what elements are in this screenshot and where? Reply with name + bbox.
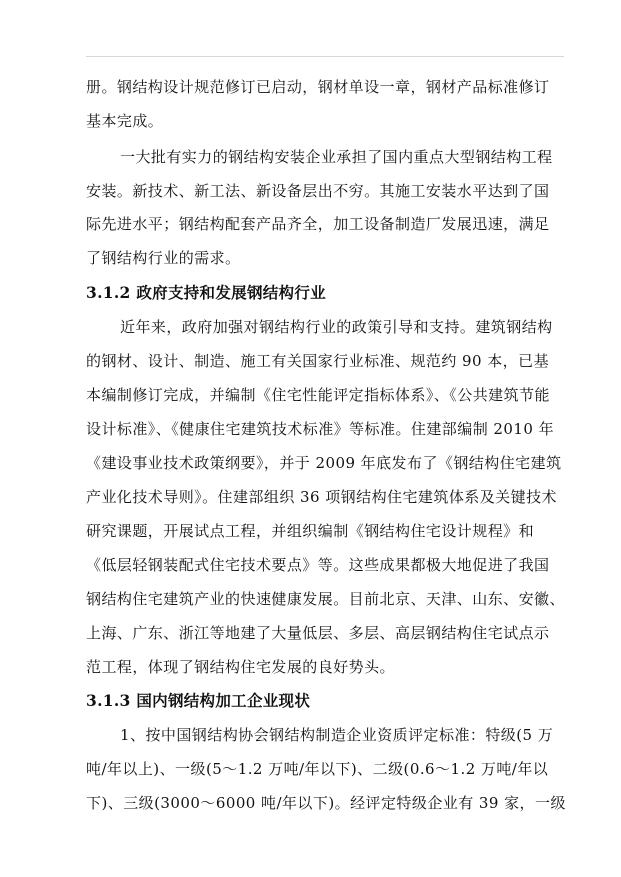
paragraph-line: 册。钢结构设计规范修订已启动，钢材单设一章，钢材产品标准修订 [86, 78, 550, 96]
paragraph-line: 范工程，体现了钢结构住宅发展的良好势头。 [86, 658, 396, 676]
paragraph-line: 研究课题，开展试点工程，并组织编制《钢结构住宅设计规程》和 [86, 522, 535, 540]
paragraph-line: 的钢材、设计、制造、施工有关国家行业标准、规范约 90 本，已基 [86, 352, 550, 370]
paragraph-line: 下)、三级(3000～6000 吨/年以下)。经评定特级企业有 39 家，一级 [86, 794, 566, 812]
section-heading-3-1-3: 3.1.3 国内钢结构加工企业现状 [86, 691, 311, 710]
paragraph-line: 吨/年以上)、一级(5～1.2 万吨/年以下)、二级(0.6～1.2 万吨/年以 [86, 760, 549, 778]
paragraph-line: 钢结构住宅建筑产业的快速健康发展。目前北京、天津、山东、安徽、 [86, 590, 565, 608]
paragraph-line: 一大批有实力的钢结构安装企业承担了国内重点大型钢结构工程 [120, 148, 553, 166]
paragraph-line: 际先进水平；钢结构配套产品齐全，加工设备制造厂发展迅速，满足 [86, 215, 550, 233]
paragraph-line: 《建设事业技术政策纲要》，并于 2009 年底发布了《钢结构住宅建筑 [86, 454, 562, 472]
paragraph-line: 了钢结构行业的需求。 [86, 249, 241, 267]
paragraph-line: 1、按中国钢结构协会钢结构制造企业资质评定标准：特级(5 万 [120, 726, 554, 744]
header-rule [86, 56, 564, 57]
paragraph-line: 产业化技术导则》。住建部组织 36 项钢结构住宅建筑体系及关键技术 [86, 488, 557, 506]
paragraph-line: 《低层轻钢装配式住宅技术要点》等。这些成果都极大地促进了我国 [86, 556, 550, 574]
section-heading-3-1-2: 3.1.2 政府支持和发展钢结构行业 [86, 283, 326, 302]
paragraph-line: 近年来，政府加强对钢结构行业的政策引导和支持。建筑钢结构 [120, 318, 553, 336]
paragraph-line: 上海、广东、浙江等地建了大量低层、多层、高层钢结构住宅试点示 [86, 624, 550, 642]
paragraph-line: 安装。新技术、新工法、新设备层出不穷。其施工安装水平达到了国 [86, 182, 550, 200]
paragraph-line: 基本完成。 [86, 112, 164, 130]
paragraph-line: 本编制修订完成，并编制《住宅性能评定指标体系》、《公共建筑节能 [86, 386, 550, 404]
paragraph-line: 设计标准》、《健康住宅建筑技术标准》等标准。住建部编制 2010 年 [86, 420, 555, 438]
